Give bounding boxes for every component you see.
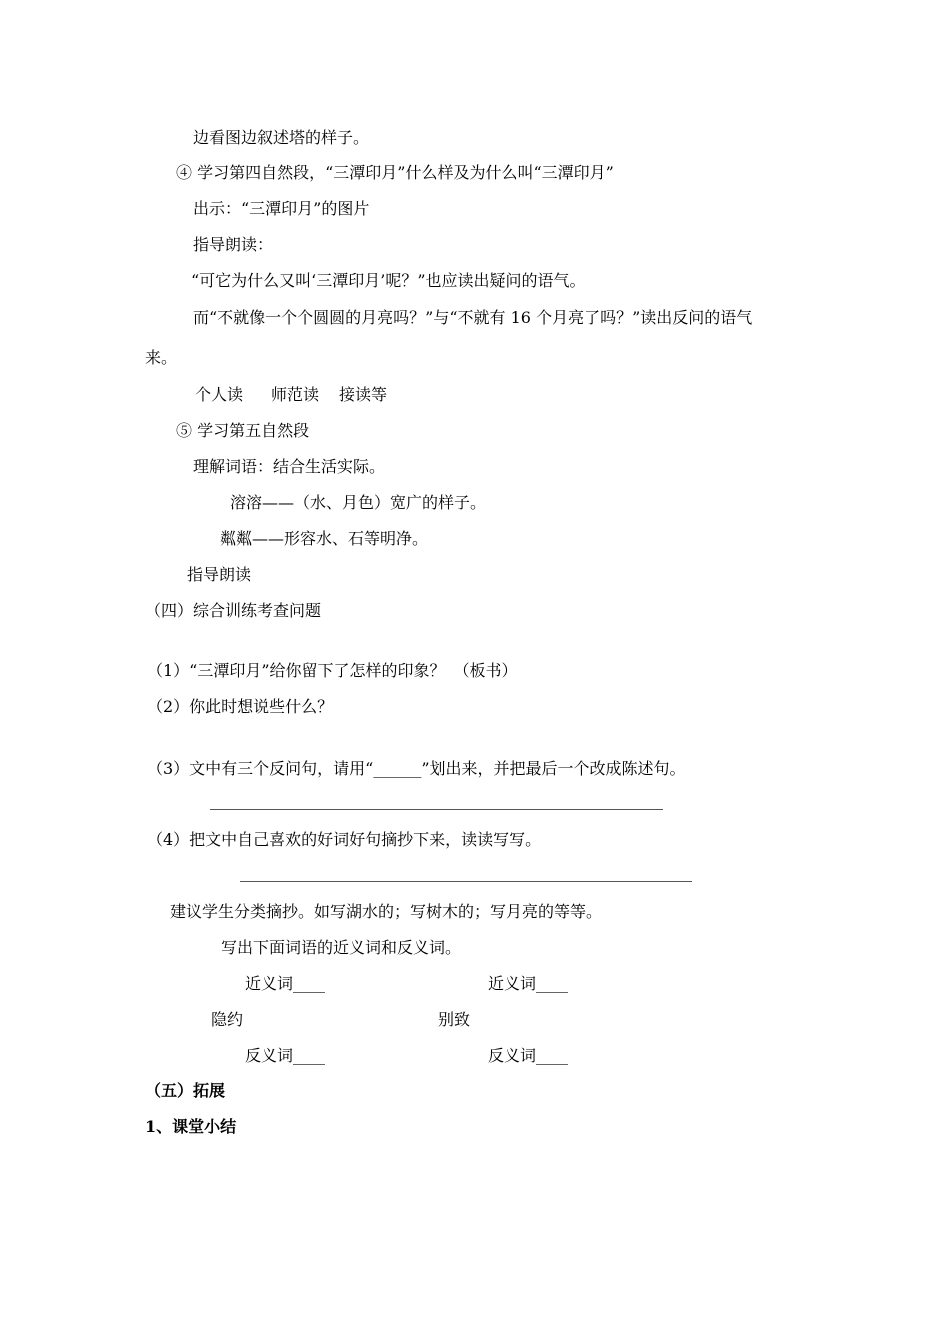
synonym-blank-2: 近义词____ <box>488 974 569 993</box>
vocab-rongrong: 溶溶——（水、月色）宽广的样子。 <box>230 493 487 512</box>
section-4-heading: （四）综合训练考查问题 <box>145 601 322 620</box>
synonym-blank-1: 近义词____ <box>245 974 326 993</box>
question-3: （3）文中有三个反问句，请用“______”划出来，并把最后一个改成陈述句。 <box>147 759 686 778</box>
step-4-heading: ④ 学习第四自然段，“三潭印月”什么样及为什么叫“三潭印月” <box>176 163 614 182</box>
vocabulary-label: 理解词语：结合生活实际。 <box>193 457 386 476</box>
answer-line-1 <box>210 809 663 810</box>
paragraph-describe-tower: 边看图边叙述塔的样子。 <box>193 128 370 147</box>
word-biezhi: 别致 <box>438 1010 471 1029</box>
reading-method-relay: 接读等 <box>339 385 388 404</box>
word-yinyue: 隐约 <box>211 1010 244 1029</box>
question-tone-line: “可它为什么又叫‘三潭印月’呢？”也应读出疑问的语气。 <box>191 271 586 290</box>
section-5-heading: （五）拓展 <box>145 1081 226 1100</box>
synonym-antonym-instruction: 写出下面词语的近义词和反义词。 <box>221 938 462 957</box>
question-1: （1）“三潭印月”给你留下了怎样的印象？ （板书） <box>147 661 518 680</box>
reading-method-teacher: 师范读 <box>271 385 320 404</box>
lesson-summary-heading: 1、课堂小结 <box>145 1117 237 1136</box>
question-2: （2）你此时想说些什么？ <box>147 697 334 716</box>
antonym-blank-2: 反义词____ <box>488 1046 569 1065</box>
rhetorical-tone-line: 而“不就像一个个圆圆的月亮吗？”与“不就有 16 个月亮了吗？”读出反问的语气 <box>193 308 753 327</box>
vocab-linlin: 粼粼——形容水、石等明净。 <box>220 529 429 548</box>
step-5-heading: ⑤ 学习第五自然段 <box>176 421 310 440</box>
rhetorical-tone-line-end: 来。 <box>145 348 178 367</box>
reading-method-individual: 个人读 <box>195 385 244 404</box>
antonym-blank-1: 反义词____ <box>245 1046 326 1065</box>
reading-guidance-label: 指导朗读： <box>193 235 274 254</box>
answer-line-2 <box>240 881 692 882</box>
reading-guidance-2: 指导朗读 <box>187 565 252 584</box>
question-4: （4）把文中自己喜欢的好词好句摘抄下来，读读写写。 <box>147 830 542 849</box>
suggestion-line: 建议学生分类摘抄。如写湖水的；写树木的；写月亮的等等。 <box>170 902 603 921</box>
show-picture-line: 出示：“三潭印月”的图片 <box>193 199 370 218</box>
